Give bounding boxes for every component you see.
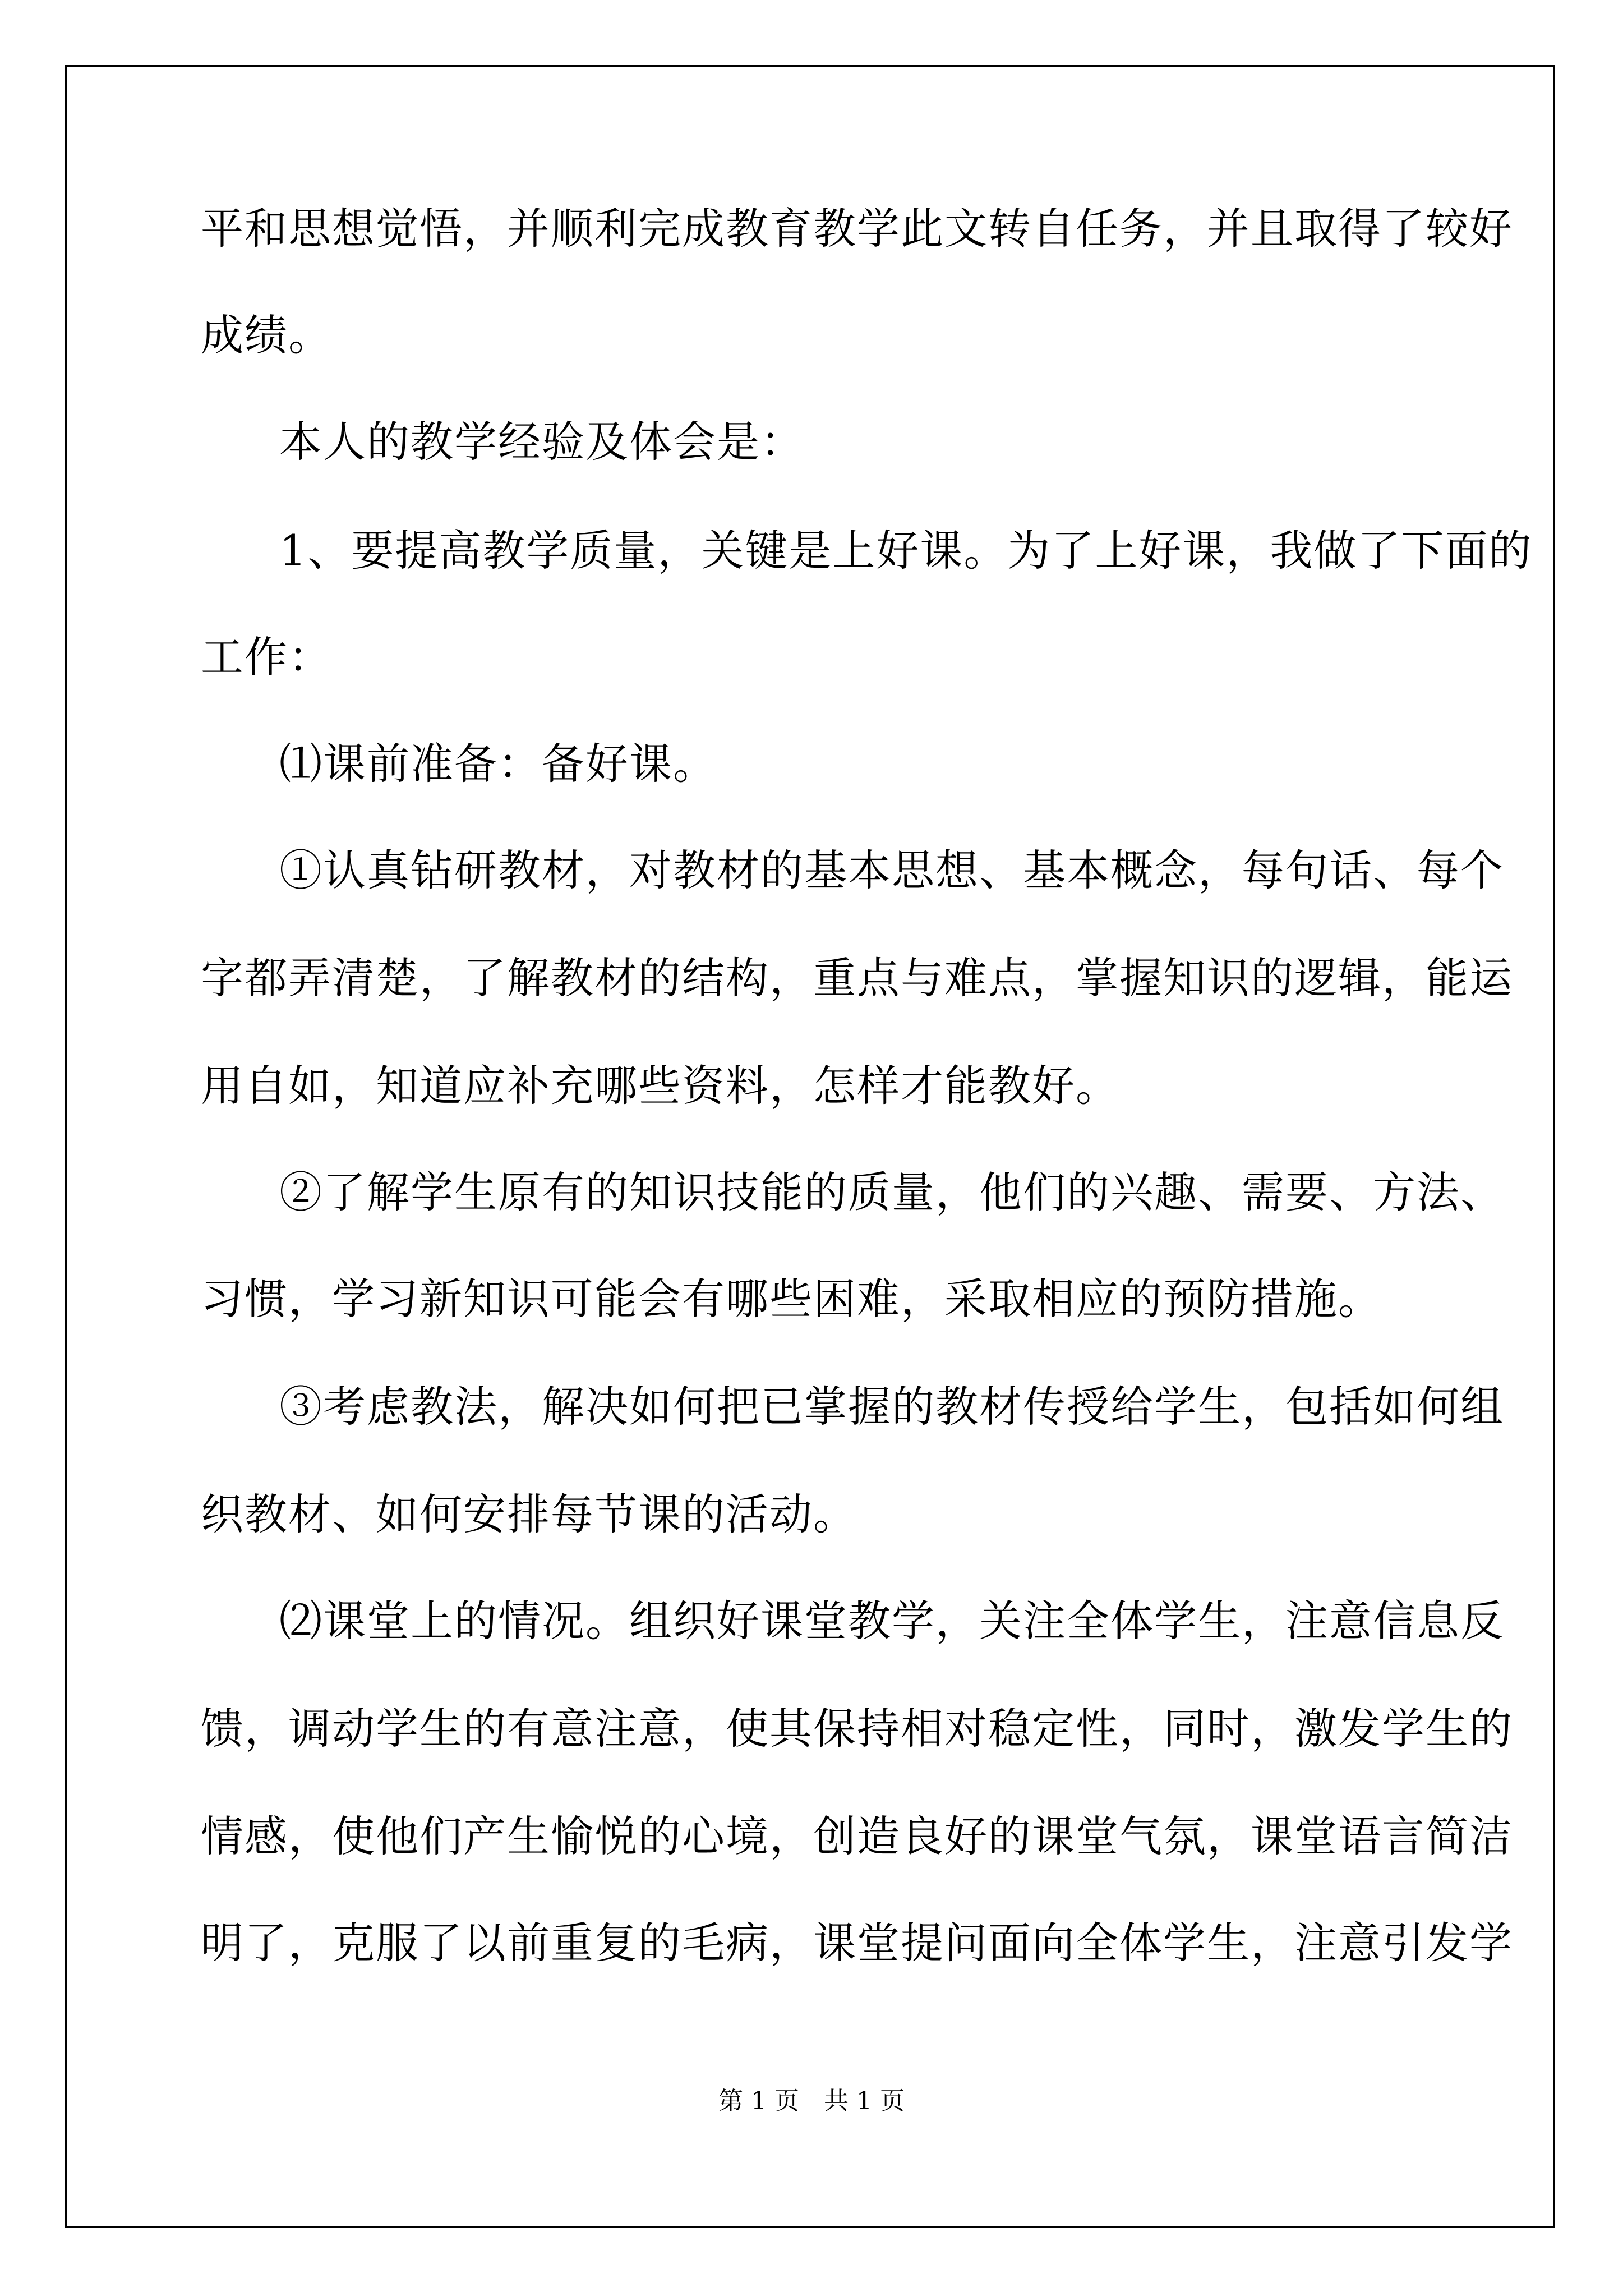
text-line: 1、要提高教学质量，关键是上好课。为了上好课，我做了下面的: [279, 526, 1533, 576]
text-line: ⑴课前准备：备好课。: [279, 739, 717, 789]
text-line: ③考虑教法，解决如何把已掌握的教材传授给学生，包括如何组: [279, 1382, 1504, 1432]
text-line: 明了，克服了以前重复的毛病，课堂提问面向全体学生，注意引发学: [201, 1918, 1513, 1968]
page-border: [65, 65, 1555, 2228]
text-line: 本人的教学经验及体会是：: [279, 417, 804, 467]
text-line: ⑵课堂上的情况。组织好课堂教学，关注全体学生，注意信息反: [279, 1596, 1504, 1646]
text-line: 习惯，学习新知识可能会有哪些困难，采取相应的预防措施。: [201, 1274, 1382, 1324]
text-line: 成绩。: [201, 310, 332, 360]
text-line: 织教材、如何安排每节课的活动。: [201, 1489, 857, 1539]
text-line: ①认真钻研教材，对教材的基本思想、基本概念，每句话、每个: [279, 845, 1504, 895]
text-line: 用自如，知道应补充哪些资料，怎样才能教好。: [201, 1061, 1119, 1111]
text-line: 平和思想觉悟，并顺利完成教育教学此文转自任务，并且取得了较好: [201, 204, 1513, 254]
text-line: 字都弄清楚，了解教材的结构，重点与难点，掌握知识的逻辑，能运: [201, 953, 1513, 1003]
text-line: 工作：: [201, 632, 332, 682]
page-footer: 第 1 页 共 1 页: [718, 2087, 905, 2115]
text-line: ②了解学生原有的知识技能的质量，他们的兴趣、需要、方法、: [279, 1167, 1504, 1217]
text-line: 馈，调动学生的有意注意，使其保持相对稳定性，同时，激发学生的: [201, 1704, 1513, 1754]
text-line: 情感，使他们产生愉悦的心境，创造良好的课堂气氛，课堂语言简洁: [201, 1811, 1513, 1861]
